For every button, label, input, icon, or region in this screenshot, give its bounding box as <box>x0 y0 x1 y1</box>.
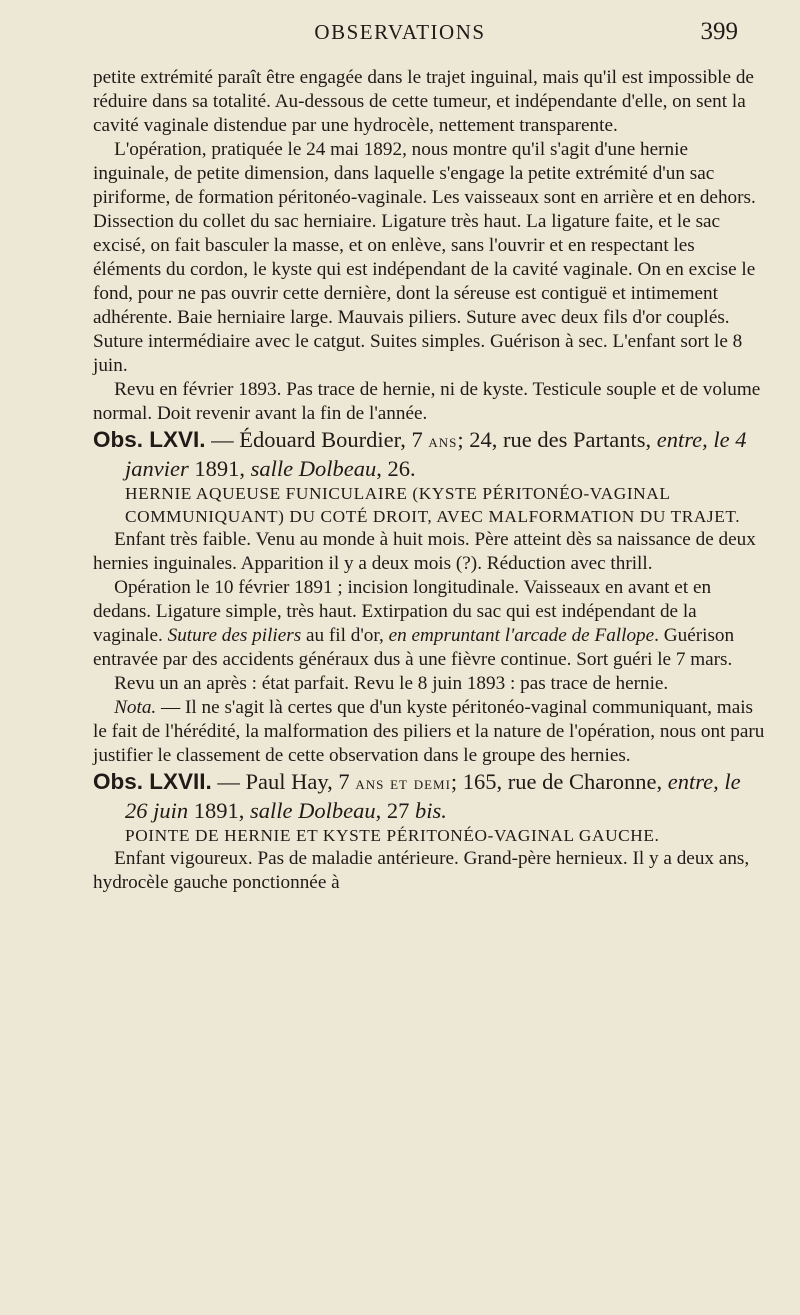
observation-66-nota-text: — Il ne s'agit là certes que d'un kyste péritonéo-vaginal communiquant, mais le fait de l'hérédité, la malformation des piliers et la nature de l'opération, nous ont paru justifier le classement de cette observation dans le groupe des hernies. <box>93 697 765 766</box>
observation-66-address: ; 24, rue des Partants, <box>457 427 657 452</box>
observation-66-name: — Édouard Bourdier, 7 <box>205 427 429 452</box>
observation-66-nota-label: Nota. <box>114 697 157 718</box>
observation-66-operation-text-b: au fil d'or, <box>301 625 389 646</box>
observation-66-operation-italic-a: Suture des piliers <box>167 625 302 646</box>
page-number: 399 <box>700 18 738 45</box>
observation-66-heading <box>93 426 765 482</box>
observation-66-operation-italic-b: en empruntant l'arcade de Fallope <box>388 625 655 646</box>
observation-66-age-unit: ans <box>428 431 458 452</box>
observation-67-year: 1891, <box>188 798 251 823</box>
observation-66-label: Obs. LXVI. <box>93 427 206 452</box>
observation-67-address: ; 165, rue de Charonne, <box>450 769 668 794</box>
observation-67-bed: , 27 <box>375 798 415 823</box>
observation-67-age-unit: ans et demi <box>355 773 451 794</box>
observation-67-name: — Paul Hay, 7 <box>211 769 356 794</box>
observation-67-label: Obs. LXVII. <box>93 769 212 794</box>
observation-66-ward: salle Dolbeau <box>250 456 377 481</box>
operation-paragraph: L'opération, pratiquée le 24 mai 1892, nous montre qu'il s'agit d'une hernie inguinale, de petite dimension, dans laquelle s'engage la petite extrémité d'un sac piriforme, de formation péritonéo-vaginale. Les vaisseaux sont en arrière et en dehors. Dissection du collet du sac herniaire. Ligature très haut. La ligature faite, et le sac excisé, on fait basculer la masse, et on enlève, sans l'ouvrir et en respectant les éléments du cordon, le kyste qui est indépendant de la cavité vaginale. On en excise le fond, pour ne pas ouvrir cette dernière, dont la séreuse est contiguë et intimement adhérente. Baie herniaire large. Mauvais piliers. Suture avec deux fils d'or couplés. Suture intermédiaire avec le catgut. Suites simples. Guérison à sec. L'enfant sort le 8 juin. <box>93 139 756 376</box>
observation-67-date: entre, le 26 juin <box>125 769 741 823</box>
page-body <box>93 66 765 895</box>
observation-66-diagnosis: HERNIE AQUEUSE FUNICULAIRE (KYSTE PÉRITONÉO-VAGINAL COMMUNIQUANT) DU COTÉ DROIT, AVEC MALFORMATION DU TRAJET. <box>125 484 741 526</box>
observation-66-history: Enfant très faible. Venu au monde à huit mois. Père atteint dès sa naissance de deux hernies inguinales. Apparition il y a deux mois (?). Réduction avec thrill. <box>93 529 756 574</box>
running-title: OBSERVATIONS <box>314 20 486 44</box>
observation-66-operation-text-c: . Guérison entravée par des accidents généraux dus à une fièvre continue. Sort guéri le 7 mars. <box>93 625 735 670</box>
observation-67-bed-suffix: bis. <box>415 798 447 823</box>
observation-66-operation <box>93 576 765 672</box>
observation-67-heading <box>93 768 765 824</box>
observation-66-nota <box>93 696 765 768</box>
followup-paragraph: Revu en février 1893. Pas trace de hernie, ni de kyste. Testicule souple et de volume normal. Doit revenir avant la fin de l'année. <box>93 379 761 424</box>
observation-66-bed: , 26. <box>376 456 416 481</box>
observation-67-diagnosis: POINTE DE HERNIE ET KYSTE PÉRITONÉO-VAGINAL GAUCHE. <box>125 826 660 845</box>
continued-paragraph: petite extrémité paraît être engagée dans le trajet inguinal, mais qu'il est impossible de réduire dans sa totalité. Au-dessous de cette tumeur, et indépendante d'elle, on sent la cavité vaginale distendue par une hydrocèle, nettement transparente. <box>93 67 754 136</box>
observation-67-history: Enfant vigoureux. Pas de maladie antérieure. Grand-père hernieux. Il y a deux ans, hydrocèle gauche ponctionnée à <box>93 848 750 893</box>
observation-66-year: 1891, <box>188 456 251 481</box>
observation-66-date: entre, le 4 janvier <box>125 427 747 481</box>
observation-66-followup: Revu un an après : état parfait. Revu le 8 juin 1893 : pas trace de hernie. <box>114 673 669 694</box>
observation-67-ward: salle Dolbeau <box>250 798 376 823</box>
observation-66-operation-text-a: Opération le 10 février 1891 ; incision longitudinale. Vaisseaux en avant et en dedans. Ligature simple, très haut. Extirpation du sac qui est indépendant de la vaginale. <box>93 577 712 646</box>
running-header <box>0 18 800 58</box>
